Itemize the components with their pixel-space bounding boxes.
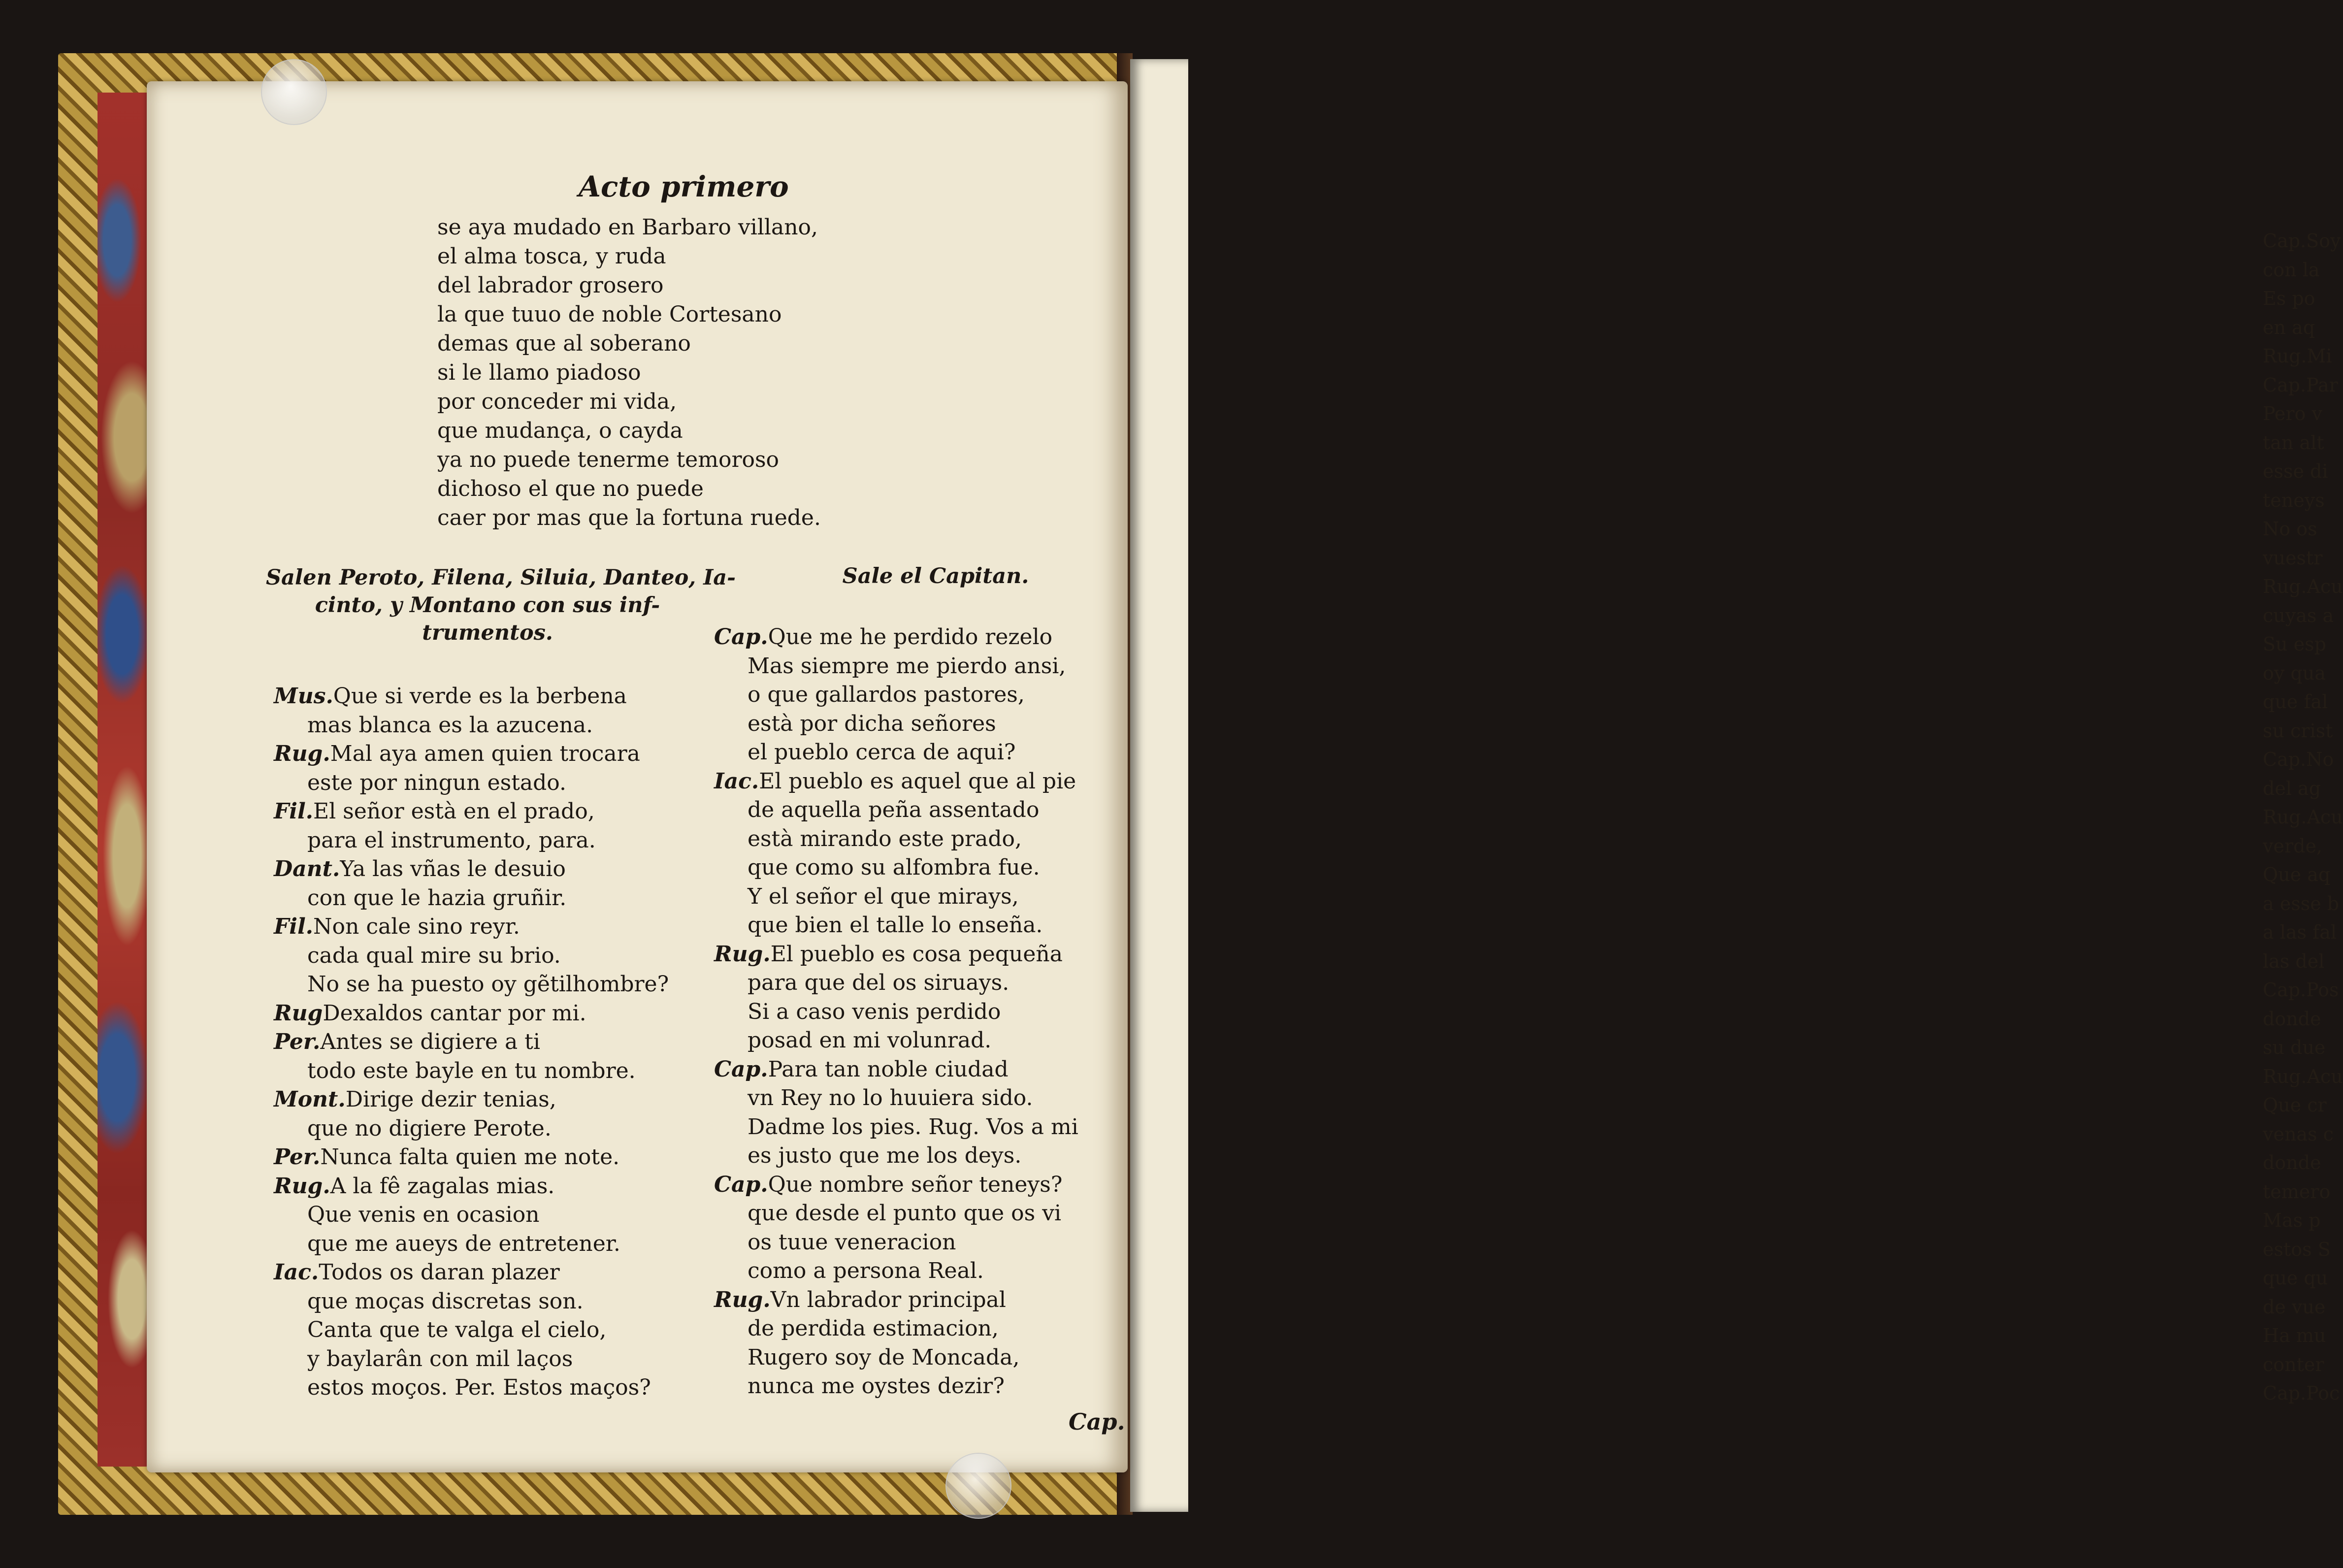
facing-page-line: del ag (2263, 777, 2321, 799)
facing-page-line: donde (2263, 1008, 2321, 1030)
running-head: Acto primero (579, 170, 789, 203)
speaker-name: Cap. (714, 1056, 768, 1082)
dialogue-line (714, 1286, 1078, 1315)
dialogue-line (714, 1142, 1078, 1171)
dialogue-line (274, 1373, 669, 1403)
dialogue-line (274, 769, 669, 798)
speaker-name: Rug. (714, 1287, 771, 1312)
dialogue-line (274, 1143, 669, 1172)
facing-page-line: su due (2263, 1037, 2326, 1058)
dialogue-text: os tuue veneracion (748, 1229, 956, 1255)
facing-page-line: Cap.Pos (2263, 979, 2339, 1001)
dialogue-text: Vn labrador principal (770, 1287, 1006, 1312)
dialogue-text: està mirando este prado, (748, 826, 1022, 851)
dialogue-line (714, 1314, 1078, 1343)
dialogue-text: Que si verde es la berbena (333, 684, 627, 709)
page-clip-bottom (945, 1453, 1011, 1519)
stage-direction-line: trumentos. (422, 621, 553, 645)
verse-line: la que tuuo de noble Cortesano (437, 302, 782, 327)
dialogue-text: o que gallardos pastores, (748, 682, 1025, 707)
facing-page-line: de vue (2263, 1296, 2326, 1318)
facing-page-line: Cap.Poc (2263, 1382, 2340, 1404)
dialogue-line (714, 710, 1078, 739)
speaker-name: Iac. (274, 1260, 319, 1285)
dialogue-line (274, 970, 669, 999)
dialogue-text: para el instrumento, para. (307, 827, 596, 853)
dialogue-line (714, 1113, 1078, 1142)
dialogue-text: que no digiere Perote. (307, 1115, 552, 1141)
dialogue-line (274, 740, 669, 769)
facing-page-line: teneys (2263, 489, 2325, 511)
facing-page-line: oy qua (2263, 662, 2326, 684)
dialogue-line (714, 998, 1078, 1027)
dialogue-text: A la fê zagalas mias. (330, 1173, 555, 1199)
facing-page-line: Rug.Acu (2263, 806, 2343, 828)
verse-line: caer por mas que la fortuna ruede. (437, 505, 821, 530)
dialogue-text: de aquella peña assentado (748, 797, 1040, 822)
dialogue-text: Si a caso venis perdido (748, 999, 1001, 1024)
dialogue-line (714, 1026, 1078, 1055)
facing-page-line: su crist (2263, 719, 2333, 742)
dialogue-text: Dexaldos cantar por mi. (323, 1000, 586, 1026)
dialogue-line (274, 1345, 669, 1374)
dialogue-line (714, 1171, 1078, 1200)
dialogue-text: està por dicha señores (748, 711, 996, 736)
facing-page-line: que qu (2263, 1267, 2328, 1289)
facing-page-line: a esse b (2263, 892, 2340, 915)
dialogue-line (714, 882, 1078, 912)
dialogue-text: El pueblo es cosa pequeña (770, 941, 1063, 967)
facing-page-line: Cap.Par (2263, 374, 2338, 396)
dialogue-line (274, 1201, 669, 1230)
dialogue-line (274, 1057, 669, 1086)
dialogue-line (274, 942, 669, 971)
dialogue-line (274, 1287, 669, 1316)
facing-page-line: Rug.Mi (2263, 345, 2332, 367)
dialogue-text: nunca me oystes dezir? (748, 1373, 1005, 1399)
dialogue-line (274, 797, 669, 826)
catchword: Cap. (1069, 1408, 1125, 1435)
speaker-name: Per. (274, 1029, 321, 1054)
facing-page-line: donde (2263, 1152, 2321, 1174)
facing-page-line: Mas p (2263, 1209, 2321, 1231)
stage-direction-right: Sale el Capitan. (842, 564, 1029, 588)
facing-page-line: Su esp (2263, 633, 2326, 655)
verse-line: se aya mudado en Barbaro villano, (437, 215, 818, 240)
stage-direction-line: Salen Peroto, Filena, Siluia, Danteo, Ia- (266, 565, 736, 590)
dialogue-line (714, 652, 1078, 681)
dialogue-text: para que del os siruays. (748, 970, 1009, 995)
speaker-name: Mont. (274, 1087, 346, 1112)
dialogue-line (714, 738, 1078, 767)
facing-page-line: vuestr (2263, 547, 2323, 569)
facing-page-line: cuyas a (2263, 604, 2334, 626)
dialogue-text: que bien el talle lo enseña. (748, 913, 1043, 938)
dialogue-text: Canta que te valga el cielo, (307, 1317, 607, 1342)
dialogue-line (714, 1199, 1078, 1228)
dialogue-text: de perdida estimacion, (748, 1316, 999, 1341)
stage-direction-left (266, 564, 736, 647)
verse-line: que mudança, o cayda (437, 418, 683, 443)
dialogue-text: con que le hazia gruñir. (307, 885, 567, 911)
dialogue-line (274, 1172, 669, 1201)
dialogue-text: que desde el punto que os vi (748, 1201, 1062, 1226)
facing-page-line: en aq (2263, 316, 2315, 338)
dialogue-text: que moças discretas son. (307, 1288, 584, 1314)
speaker-name: Cap. (714, 624, 768, 650)
dialogue-text: Todos os daran plazer (319, 1260, 560, 1285)
speaker-name: Mus. (274, 684, 333, 709)
speaker-name: Rug. (714, 941, 771, 967)
speaker-name: Cap. (714, 1172, 768, 1197)
dialogue-line (714, 853, 1078, 882)
facing-page-line: Pero v (2263, 403, 2322, 425)
dialogue-column-right (714, 623, 1078, 1401)
dialogue-text: Dirige dezir tenias, (345, 1087, 556, 1112)
facing-page-line: tan alt (2263, 431, 2324, 454)
facing-page-line: conter (2263, 1353, 2324, 1375)
dialogue-text: Ya las vñas le desuio (340, 856, 566, 882)
facing-page-line: Ha mu (2263, 1325, 2326, 1346)
facing-page-line: las del (2263, 950, 2325, 972)
facing-page-line: verde, (2263, 835, 2323, 857)
facing-page-line: Es po (2263, 288, 2315, 309)
dialogue-line (714, 911, 1078, 940)
speaker-name: Rug. (274, 1173, 330, 1199)
dialogue-text: mas blanca es la azucena. (307, 712, 593, 738)
dialogue-line (274, 1085, 669, 1114)
facing-page-line: esse di (2263, 460, 2328, 482)
facing-page-line: estos S (2263, 1238, 2331, 1260)
page-clip-top (261, 59, 327, 125)
dialogue-text: El pueblo es aquel que al pie (759, 768, 1076, 794)
verse-line: por conceder mi vida, (437, 389, 677, 414)
verse-line: demas que al soberano (437, 331, 691, 356)
dialogue-text: posad en mi volunrad. (748, 1028, 992, 1053)
dialogue-text: Non cale sino reyr. (313, 914, 520, 939)
facing-page-line: que fal (2263, 691, 2328, 713)
facing-page-line: No os (2263, 518, 2317, 540)
dialogue-line (274, 711, 669, 740)
dialogue-line (714, 1343, 1078, 1372)
speaker-name: Fil. (274, 799, 313, 824)
dialogue-line (714, 1372, 1078, 1401)
dialogue-text: que me aueys de entretener. (307, 1231, 620, 1256)
dialogue-text: Dadme los pies. Rug. Vos a mi (748, 1114, 1078, 1140)
dialogue-line (714, 681, 1078, 710)
dialogue-line (274, 826, 669, 855)
dialogue-text: El señor està en el prado, (313, 799, 595, 824)
dialogue-text: este por ningun estado. (307, 770, 566, 795)
dialogue-text: Que nombre señor teneys? (768, 1172, 1063, 1197)
dialogue-text: Mal aya amen quien trocara (330, 741, 640, 766)
facing-page-line: Rug.Acu (2263, 1065, 2343, 1087)
speaker-name: Dant. (274, 856, 340, 882)
verse-line: ya no puede tenerme temoroso (437, 447, 780, 472)
dialogue-text: todo este bayle en tu nombre. (307, 1058, 636, 1083)
dialogue-text: es justo que me los deys. (748, 1143, 1022, 1168)
dialogue-line (274, 855, 669, 884)
dialogue-line (714, 1084, 1078, 1113)
dialogue-text: Mas siempre me pierdo ansi, (748, 653, 1066, 679)
verse-line: dichoso el que no puede (437, 476, 704, 501)
dialogue-text: que como su alfombra fue. (748, 855, 1040, 880)
dialogue-text: vn Rey no lo huuiera sido. (748, 1085, 1033, 1111)
verse-line: del labrador grosero (437, 273, 664, 298)
dialogue-line (274, 1230, 669, 1259)
dialogue-line (274, 682, 669, 711)
facing-page-line: Rug.Acu (2263, 576, 2343, 597)
dialogue-line (714, 623, 1078, 652)
dialogue-line (714, 767, 1078, 796)
facing-page-line: Cap.No (2263, 749, 2334, 770)
verse-block (437, 213, 821, 532)
dialogue-line (714, 1257, 1078, 1286)
dialogue-text: estos moços. Per. Estos maços? (307, 1375, 651, 1400)
dialogue-line (274, 1316, 669, 1345)
dialogue-text: como a persona Real. (748, 1258, 984, 1283)
dialogue-line (714, 1055, 1078, 1084)
facing-page-line: Que cr (2263, 1094, 2327, 1116)
facing-page-line: temero (2263, 1180, 2331, 1203)
verse-line: si le llamo piadoso (437, 360, 641, 385)
dialogue-text: Que venis en ocasion (307, 1202, 540, 1227)
dialogue-line (274, 1028, 669, 1057)
dialogue-text: Rugero soy de Moncada, (748, 1344, 1020, 1370)
verse-line: el alma tosca, y ruda (437, 244, 666, 269)
dialogue-line (714, 796, 1078, 825)
dialogue-text: y baylarân con mil laços (307, 1346, 573, 1372)
dialogue-line (274, 884, 669, 913)
speaker-name: Rug. (274, 741, 330, 766)
speaker-name: Fil. (274, 914, 313, 939)
facing-page (1130, 59, 2343, 1512)
facing-page-text (2263, 227, 2343, 1408)
dialogue-line (274, 1114, 669, 1143)
dialogue-text: Que me he perdido rezelo (768, 624, 1053, 650)
facing-page-line: venas c (2263, 1123, 2334, 1145)
dialogue-line (274, 999, 669, 1028)
dialogue-line (714, 825, 1078, 854)
dialogue-line (714, 1228, 1078, 1257)
facing-page-line: Que aq (2263, 864, 2331, 885)
facing-page-line: a las fal (2263, 921, 2337, 943)
speaker-name: Rug (274, 1000, 323, 1026)
speaker-name: Per. (274, 1144, 321, 1170)
dialogue-text: Para tan noble ciudad (768, 1056, 1009, 1082)
dialogue-text: No se ha puesto oy gẽtilhombre? (307, 972, 669, 997)
facing-page-line: Cap.Soy (2263, 230, 2341, 252)
dialogue-line (714, 940, 1078, 969)
dialogue-line (274, 913, 669, 942)
facing-page-line: con la (2263, 259, 2320, 281)
dialogue-text: cada qual mire su brio. (307, 943, 561, 968)
stage-direction-line: cinto, y Montano con sus inf- (315, 593, 660, 618)
speaker-name: Iac. (714, 768, 759, 794)
dialogue-line (714, 969, 1078, 998)
dialogue-column-left (274, 682, 669, 1403)
dialogue-text: Y el señor el que mirays, (748, 883, 1019, 909)
dialogue-text: el pueblo cerca de aqui? (748, 740, 1016, 765)
dialogue-text: Antes se digiere a ti (320, 1029, 540, 1054)
dialogue-line (274, 1258, 669, 1287)
dialogue-text: Nunca falta quien me note. (320, 1144, 620, 1170)
